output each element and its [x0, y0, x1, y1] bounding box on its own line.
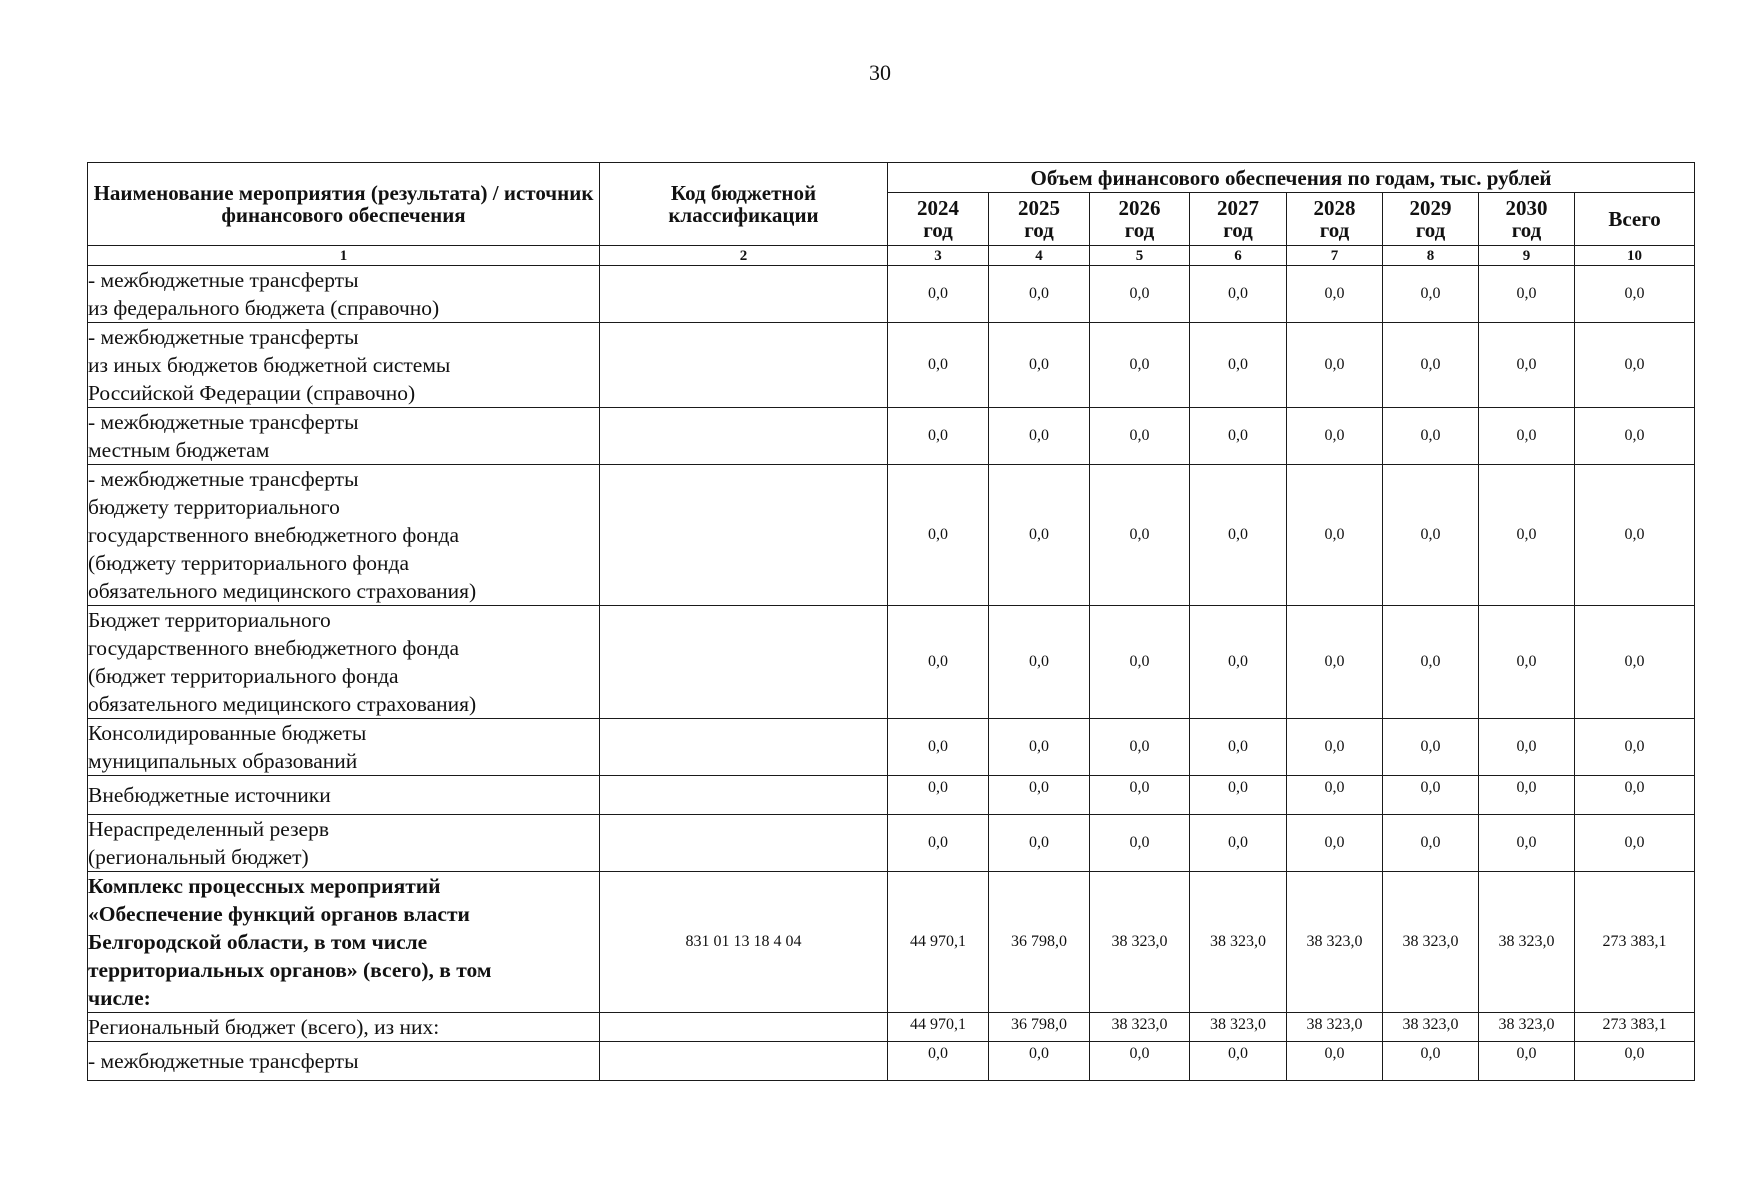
row-value: 38 323,0 — [1190, 1013, 1287, 1042]
row-value: 0,0 — [1383, 1042, 1479, 1081]
row-code — [600, 323, 888, 408]
row-value: 0,0 — [1190, 266, 1287, 323]
row-value: 0,0 — [1287, 815, 1383, 872]
row-value: 0,0 — [1287, 323, 1383, 408]
row-value: 0,0 — [1479, 408, 1575, 465]
row-value: 0,0 — [1287, 408, 1383, 465]
header-year-2024: 2024 год — [888, 193, 989, 246]
row-value: 0,0 — [888, 1042, 989, 1081]
row-value: 36 798,0 — [989, 1013, 1090, 1042]
table-row — [88, 408, 1695, 465]
column-number: 4 — [989, 246, 1090, 266]
row-total: 0,0 — [1575, 266, 1695, 323]
row-name: - межбюджетные трансферты — [88, 1042, 600, 1081]
table-row — [88, 1013, 1695, 1042]
row-value: 0,0 — [1479, 465, 1575, 606]
row-value: 0,0 — [888, 465, 989, 606]
row-value: 38 323,0 — [1383, 872, 1479, 1013]
row-total: 0,0 — [1575, 815, 1695, 872]
row-code — [600, 266, 888, 323]
row-value: 36 798,0 — [989, 872, 1090, 1013]
header-funding-group: Объем финансового обеспечения по годам, тыс. рублей — [888, 163, 1695, 193]
header-year-2027: 2027 год — [1190, 193, 1287, 246]
header-year-2028: 2028 год — [1287, 193, 1383, 246]
row-value: 0,0 — [1090, 606, 1190, 719]
row-code — [600, 776, 888, 815]
column-number: 3 — [888, 246, 989, 266]
row-total: 0,0 — [1575, 465, 1695, 606]
row-code — [600, 408, 888, 465]
row-name: - межбюджетные трансферты местным бюджетам — [88, 408, 600, 465]
row-name: Консолидированные бюджеты муниципальных образований — [88, 719, 600, 776]
row-value: 0,0 — [888, 606, 989, 719]
row-value: 0,0 — [1479, 1042, 1575, 1081]
row-value: 0,0 — [989, 1042, 1090, 1081]
row-value: 0,0 — [1383, 266, 1479, 323]
table-row — [88, 606, 1695, 719]
row-value: 0,0 — [1190, 408, 1287, 465]
column-number: 9 — [1479, 246, 1575, 266]
column-number: 1 — [88, 246, 600, 266]
row-value: 38 323,0 — [1479, 1013, 1575, 1042]
row-value: 0,0 — [1287, 1042, 1383, 1081]
header-total: Всего — [1575, 193, 1695, 246]
column-number: 2 — [600, 246, 888, 266]
table-row — [88, 872, 1695, 1013]
row-total: 0,0 — [1575, 1042, 1695, 1081]
row-code — [600, 465, 888, 606]
row-value: 38 323,0 — [1090, 872, 1190, 1013]
row-value: 0,0 — [888, 408, 989, 465]
row-value: 0,0 — [1287, 465, 1383, 606]
row-value: 0,0 — [989, 408, 1090, 465]
row-value: 0,0 — [1090, 1042, 1190, 1081]
row-value: 0,0 — [1383, 776, 1479, 815]
row-value: 0,0 — [1190, 815, 1287, 872]
row-value: 0,0 — [1383, 719, 1479, 776]
row-value: 0,0 — [1479, 719, 1575, 776]
row-value: 0,0 — [888, 266, 989, 323]
row-value: 0,0 — [1090, 266, 1190, 323]
row-name: - межбюджетные трансферты из федерального бюджета (справочно) — [88, 266, 600, 323]
header-name: Наименование мероприятия (результата) / источник финансового обеспечения — [88, 163, 600, 246]
row-total: 0,0 — [1575, 776, 1695, 815]
row-value: 38 323,0 — [1190, 872, 1287, 1013]
row-value: 0,0 — [888, 815, 989, 872]
row-value: 0,0 — [989, 606, 1090, 719]
header-year-2025: 2025 год — [989, 193, 1090, 246]
row-name: - межбюджетные трансферты из иных бюджетов бюджетной системы Российской Федерации (справочно) — [88, 323, 600, 408]
page-number: 30 — [869, 60, 891, 85]
row-value: 0,0 — [1479, 266, 1575, 323]
row-name: Комплекс процессных мероприятий «Обеспечение функций органов власти Белгородской области, в том числе территориальных органов» (всего), в том числе: — [88, 872, 600, 1013]
row-code — [600, 815, 888, 872]
row-value: 0,0 — [1383, 323, 1479, 408]
row-value: 0,0 — [989, 719, 1090, 776]
row-value: 44 970,1 — [888, 1013, 989, 1042]
row-value: 0,0 — [1479, 323, 1575, 408]
table-row — [88, 266, 1695, 323]
header-year-2029: 2029 год — [1383, 193, 1479, 246]
row-value: 0,0 — [989, 776, 1090, 815]
row-value: 0,0 — [888, 323, 989, 408]
row-name: Нераспределенный резерв (региональный бюджет) — [88, 815, 600, 872]
row-value: 0,0 — [1479, 776, 1575, 815]
column-numbers-row — [88, 246, 1695, 266]
row-value: 0,0 — [1479, 815, 1575, 872]
row-total: 273 383,1 — [1575, 1013, 1695, 1042]
row-value: 0,0 — [1383, 465, 1479, 606]
row-value: 0,0 — [989, 323, 1090, 408]
row-total: 273 383,1 — [1575, 872, 1695, 1013]
row-value: 0,0 — [1190, 606, 1287, 719]
row-value: 0,0 — [888, 719, 989, 776]
row-value: 0,0 — [1287, 266, 1383, 323]
row-code: 831 01 13 18 4 04 — [600, 872, 888, 1013]
row-value: 44 970,1 — [888, 872, 989, 1013]
row-value: 0,0 — [1479, 606, 1575, 719]
column-number: 6 — [1190, 246, 1287, 266]
row-value: 0,0 — [1190, 776, 1287, 815]
row-name: Бюджет территориального государственного внебюджетного фонда (бюджет территориального фонда обязательного медицинского страхования) — [88, 606, 600, 719]
header-year-2026: 2026 год — [1090, 193, 1190, 246]
row-value: 0,0 — [1287, 776, 1383, 815]
row-value: 0,0 — [1090, 719, 1190, 776]
header-code: Код бюджетной классификации — [600, 163, 888, 246]
table-row — [88, 323, 1695, 408]
row-name: Региональный бюджет (всего), из них: — [88, 1013, 600, 1042]
header-year-2030: 2030 год — [1479, 193, 1575, 246]
column-number: 8 — [1383, 246, 1479, 266]
row-code — [600, 1042, 888, 1081]
table-row — [88, 1042, 1695, 1081]
row-value: 0,0 — [1190, 465, 1287, 606]
table-row — [88, 719, 1695, 776]
row-value: 0,0 — [1090, 465, 1190, 606]
column-number: 10 — [1575, 246, 1695, 266]
row-code — [600, 606, 888, 719]
row-total: 0,0 — [1575, 719, 1695, 776]
row-value: 0,0 — [1287, 719, 1383, 776]
row-code — [600, 719, 888, 776]
row-total: 0,0 — [1575, 323, 1695, 408]
row-value: 0,0 — [1383, 606, 1479, 719]
column-number: 5 — [1090, 246, 1190, 266]
row-value: 0,0 — [1190, 1042, 1287, 1081]
column-number: 7 — [1287, 246, 1383, 266]
row-name: Внебюджетные источники — [88, 776, 600, 815]
row-value: 0,0 — [1383, 408, 1479, 465]
row-value: 38 323,0 — [1287, 872, 1383, 1013]
budget-table — [87, 162, 1695, 1081]
row-name: - межбюджетные трансферты бюджету территориального государственного внебюджетного фонда (бюджету территориального фонда обязательного медицинского страхования) — [88, 465, 600, 606]
row-value: 0,0 — [1090, 815, 1190, 872]
row-value: 38 323,0 — [1287, 1013, 1383, 1042]
row-value: 38 323,0 — [1090, 1013, 1190, 1042]
table-row — [88, 465, 1695, 606]
row-value: 0,0 — [1090, 408, 1190, 465]
row-value: 0,0 — [989, 266, 1090, 323]
row-value: 0,0 — [1190, 323, 1287, 408]
row-value: 38 323,0 — [1479, 872, 1575, 1013]
table-row — [88, 815, 1695, 872]
row-value: 0,0 — [989, 465, 1090, 606]
row-total: 0,0 — [1575, 408, 1695, 465]
row-value: 0,0 — [1287, 606, 1383, 719]
row-value: 0,0 — [1090, 776, 1190, 815]
table-row — [88, 776, 1695, 815]
row-value: 38 323,0 — [1383, 1013, 1479, 1042]
row-value: 0,0 — [989, 815, 1090, 872]
row-total: 0,0 — [1575, 606, 1695, 719]
row-value: 0,0 — [1190, 719, 1287, 776]
row-code — [600, 1013, 888, 1042]
row-value: 0,0 — [1090, 323, 1190, 408]
row-value: 0,0 — [888, 776, 989, 815]
row-value: 0,0 — [1383, 815, 1479, 872]
